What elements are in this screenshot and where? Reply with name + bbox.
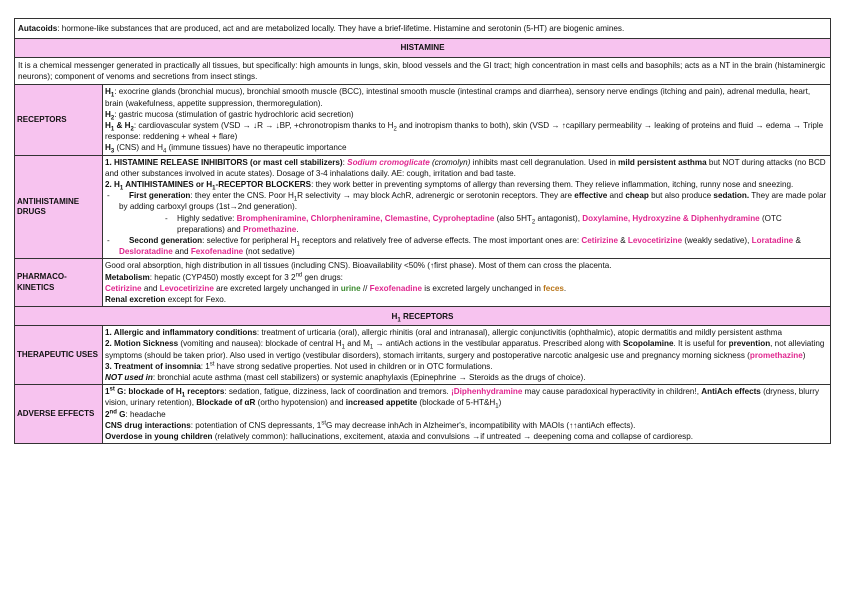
pk-metabolism: Metabolism: hepatic (CYP450) mostly except for 3 2nd gen drugs:	[105, 271, 343, 282]
pharmacokinetics-content	[103, 259, 831, 307]
adverse-content	[103, 385, 831, 444]
receptor-h1: $H_1$: exocrine glands (bronchial mucus), bronchial smooth muscle (BCC), intestinal smooth muscle (intestinal cramps and diarrhea), sensory nerve endings (itching and pain), adrenal medulla, heart, brain (wakefulness, appetite suppression, thermoregulation).	[105, 87, 811, 108]
adverse-overdose: Overdose in young children (relatively common): hallucinations, excitement, ataxia and convulsions →if untreated → deepening coma and collapse of cardioresp.	[105, 432, 693, 442]
highly-sedative: - Highly sedative: Brompheniramine, Chlorpheniramine, Clemastine, Cyproheptadine (also $5HT_2$ antagonist), Doxylamine, Hydroxyzine & Diphenhydramine (OTC preparations) and Promethazine.	[165, 213, 782, 234]
release-inhibitors: 1. HISTAMINE RELEASE INHIBITORS (or mast cell stabilizers): Sodium cromoglicate (cromolyn) inhibits mast cell degranulation. Used in mild persistent asthma but NOT during attacks (no BCD and other substances involved in acute states). Dosage of 3-4 inhalations daily. AE: cough, irritation and bad taste.	[105, 157, 826, 178]
antihistamine-row	[15, 155, 831, 259]
receptors-content	[103, 85, 831, 155]
intro-text: : hormone-like substances that are produced, act and are metabolized locally. They have a brief-lifetime. Histamine and serotonin (5-HT) are biogenic amines.	[57, 23, 625, 33]
notes-table	[14, 18, 831, 444]
h1-receptors-header-row	[15, 307, 831, 326]
histamine-header: HISTAMINE	[15, 39, 831, 58]
receptor-h3-h4: $H_3$ (CNS) and $H_4$ (immune tissues) have no therapeutic importance	[105, 143, 347, 156]
first-generation: - First generation: they enter the CNS. Poor $H_1R$ selectivity → may block AchR, adrenergic or serotonin receptors. They are effective and cheap but also produce sedation. They are made polar by adding carboxyl groups (1st→2nd generation).	[107, 191, 827, 212]
receptor-h2: $H_2$: gastric mucosa (stimulation of gastric hydrochloric acid secretion)	[105, 109, 354, 122]
pharmacokinetics-label: PHARMACO-KINETICS	[15, 259, 103, 307]
antihistamine-content	[103, 155, 831, 259]
adverse-interactions: CNS drug interactions: potentiation of CNS depressants, 1stG may decrease inhAch in Alzheimer's, incompatibility with MAOIs (↑↑antiAch effects).	[105, 420, 636, 430]
therapeutic-content	[103, 326, 831, 385]
adverse-label: ADVERSE EFFECTS	[15, 385, 103, 444]
pharmacokinetics-row	[15, 259, 831, 307]
intro-cell	[15, 19, 831, 39]
receptors-label: RECEPTORS	[15, 85, 103, 155]
receptors-row	[15, 85, 831, 155]
therapeutic-label: THERAPEUTIC USES	[15, 326, 103, 385]
histamine-header-row	[15, 39, 831, 58]
histamine-description: It is a chemical messenger generated in practically all tissues, but specifically: high amounts in lungs, skin, blood vessels and the GI tract; high concentration in mast cells and basophils; acts as a NT in the brain (histaminergic neurons); component of venoms and secretions from insect stings.	[15, 58, 831, 85]
receptor-h1-h2: $H_1$ & $H_2$: cardiovascular system (VSD → ↓R → ↓BP, +chronotropism thanks to $H_2$ and inotropism thanks to both), skin (VSD → ↑capillary permeability → leaking of proteins and fluid → edema → Triple response: reddening + wheal + flare)	[105, 121, 824, 142]
use-allergic: 1. Allergic and inflammatory conditions: treatment of urticaria (oral), allergic rhinitis (oral and intranasal), allergic conjunctivitis (ophthalmic), atopic dermatitis and mildly persistent asthma	[105, 328, 783, 338]
drug-cromoglicate: Sodium cromoglicate	[347, 157, 430, 167]
not-used-in: NOT used in: bronchial acute asthma (mast cell stabilizers) or systemic anaphylaxis (Epinephrine → Steroids as the drugs of choice).	[105, 373, 586, 383]
intro-term: Autacoids	[18, 23, 58, 33]
adverse-second-gen: 2nd G: headache	[105, 408, 166, 419]
adverse-first-gen: 1st G: blockade of $H_1$ receptors: sedation, fatigue, dizziness, lack of coordination and tremors. ¡Diphenhydramine may cause paradoxical hyperactivity in children!, AntiAch effects (dryness, blurry vision, urinary retention), Blockade of αR (ortho hypotension) and increased appetite (blockade of $5-HT\&H_1$)	[105, 386, 820, 411]
h1-antihistamines: 2. $H_1$ ANTIHISTAMINES or $H_1$-RECEPTOR BLOCKERS: they work better in preventing symptoms of allergy than reversing them. They relieve inflammation, itching, runny nose and sneezing.	[105, 180, 794, 192]
second-generation: - Second generation: selective for peripheral $H_1$ receptors and relatively free of adverse effects. The most important ones are: Cetirizine & Levocetirizine (weakly sedative), Loratadine & Desloratadine and Fexofenadine (not sedative)	[107, 236, 801, 257]
therapeutic-row	[15, 326, 831, 385]
pk-absorption: Good oral absorption, high distribution in all tissues (including CNS). Bioavailability <50% (↑first phase). Most of them can cross the placenta.	[105, 261, 612, 271]
pk-excretion-drugs: Cetirizine and Levocetirizine are excreted largely unchanged in urine // Fexofenadine is excreted largely unchanged in feces.	[105, 283, 567, 293]
antihistamine-label: ANTIHISTAMINE DRUGS	[15, 155, 103, 259]
intro-row	[15, 19, 831, 39]
use-motion-sickness: 2. Motion Sickness (vomiting and nausea): blockade of central $H_1$ and $M_1$ → antiAch actions in the vestibular apparatus. Prescribed along with Scopolamine. It is useful for prevention, not alleviating symptoms (should be taken prior). Also used in vertigo (vestibular disorders), stomach irritants, surgery and postoperative narcotic analgesic use and pregnancy morning sickness (promethazine)	[105, 339, 825, 360]
adverse-row	[15, 385, 831, 444]
histamine-description-row	[15, 58, 831, 85]
h1-receptors-header: $H_1$ RECEPTORS	[15, 307, 831, 326]
pk-renal: Renal excretion except for Fexo.	[105, 295, 227, 305]
use-insomnia: 3. Treatment of insomnia: 1st have strong sedative properties. Not used in children or in OTC formulations.	[105, 361, 493, 371]
